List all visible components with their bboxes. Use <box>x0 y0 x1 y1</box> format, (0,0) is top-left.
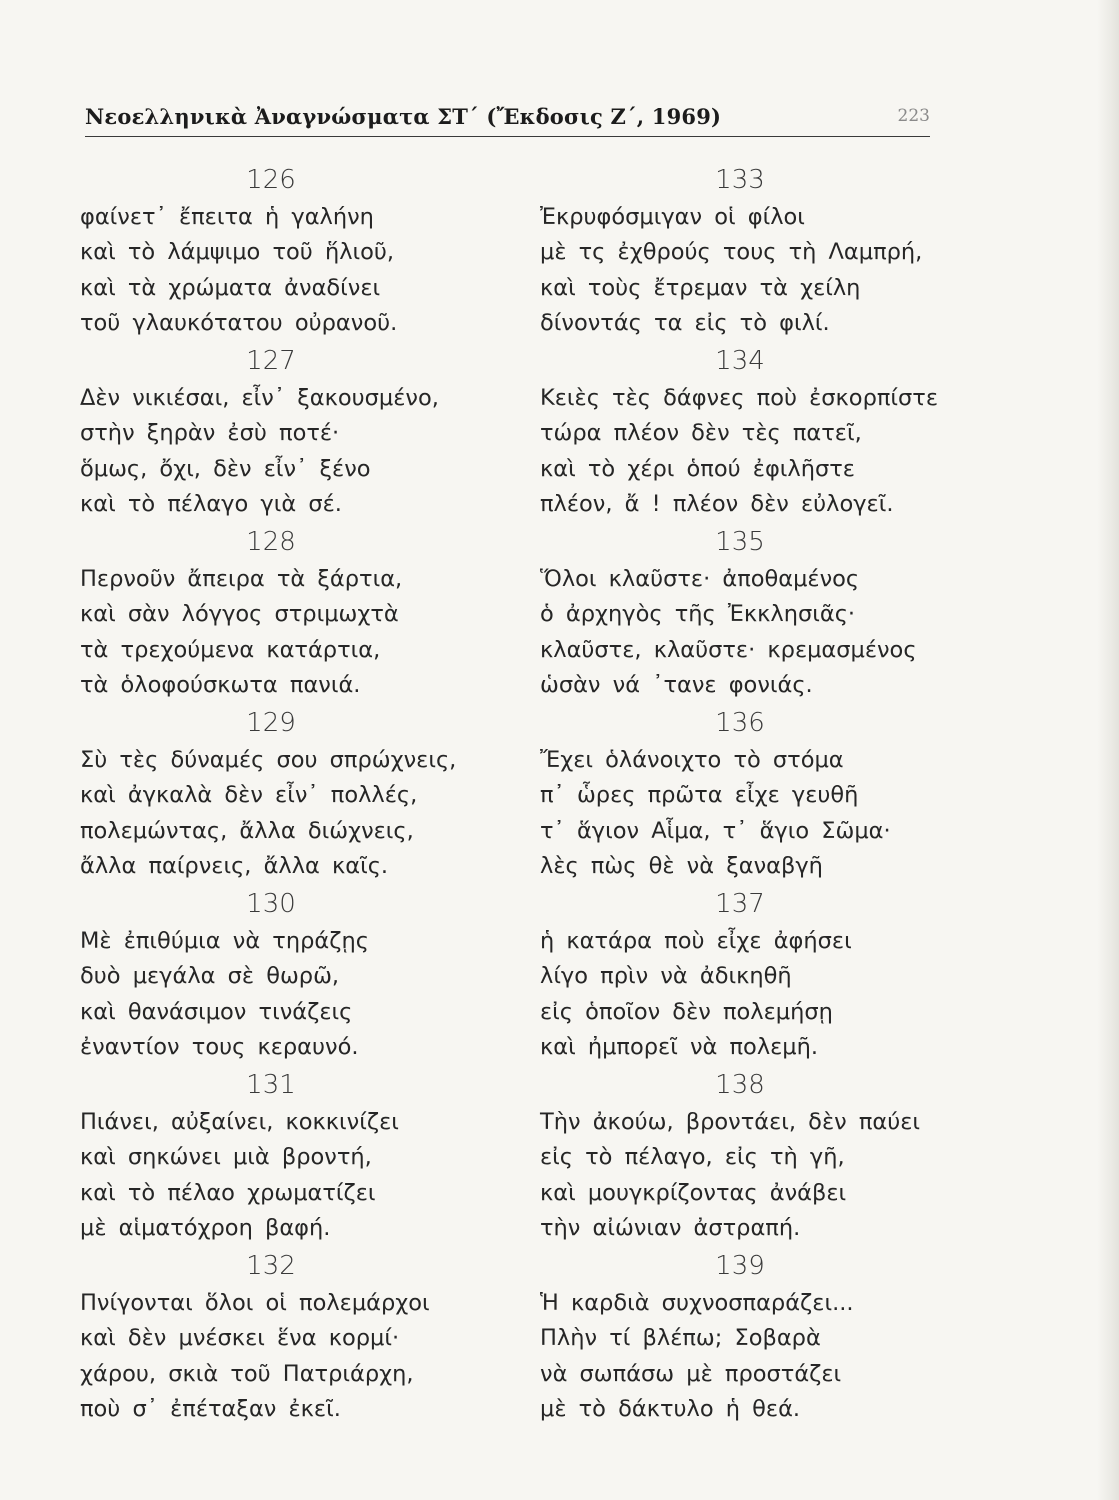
verse-line: ὁ ἀρχηγὸς τῆς Ἐκκλησιᾶς· <box>540 601 856 628</box>
stanza-number: 126 <box>246 165 296 195</box>
stanza <box>80 522 520 703</box>
verse-line: δίνοντάς τα εἰς τὸ φιλί. <box>540 309 830 336</box>
stanza <box>80 703 520 884</box>
stanza <box>80 884 520 1065</box>
verse-line: Περνοῦν ἄπειρα τὰ ξάρτια, <box>80 566 403 592</box>
verse-line: τώρα πλέον δὲν τὲς πατεῖ, <box>540 420 862 447</box>
verse-line: ἐναντίον τους κεραυνό. <box>80 1033 359 1060</box>
verse-line: καὶ θανάσιμον τινάζεις <box>80 998 353 1025</box>
verse-line: στὴν ξηρὰν ἐσὺ ποτέ· <box>80 420 340 447</box>
verse-line: φαίνετ᾿ ἔπειτα ἡ γαλήνη <box>80 204 374 230</box>
stanza-number: 136 <box>715 708 765 738</box>
stanza <box>80 341 520 522</box>
stanza-number: 130 <box>246 889 296 919</box>
stanza <box>80 1065 520 1246</box>
verse-line: τὴν αἰώνιαν ἀστραπή. <box>540 1214 801 1241</box>
stanza-number: 135 <box>715 527 765 557</box>
verse-line: καὶ δὲν μνέσκει ἕνα κορμί· <box>80 1325 400 1352</box>
verse-line: Ἔχει ὁλάνοιχτο τὸ στόμα <box>540 747 844 773</box>
verse-line: Σὺ τὲς δύναμές σου σπρώχνεις, <box>80 747 457 773</box>
stanza-number: 128 <box>246 527 296 557</box>
stanza-number: 134 <box>715 346 765 376</box>
verse-line: Πνίγονται ὅλοι οἱ πολεμάρχοι <box>80 1290 430 1316</box>
verse-line: καὶ τὸ πέλαγο γιὰ σέ. <box>80 490 342 517</box>
verse-line: καὶ τὸ λάμψιμο τοῦ ἥλιοῦ, <box>80 239 395 266</box>
verse-line: χάρου, σκιὰ τοῦ Πατριάρχη, <box>80 1360 414 1387</box>
left-column <box>80 160 520 1427</box>
verse-line: Δὲν νικιέσαι, εἶν᾿ ξακουσμένο, <box>80 385 439 411</box>
stanza-number: 127 <box>246 346 296 376</box>
verse-line: λὲς πὼς θὲ νὰ ξαναβγῆ <box>540 852 823 879</box>
stanza <box>80 1246 520 1427</box>
right-column <box>540 160 980 1427</box>
stanza <box>540 522 980 703</box>
stanza-number: 131 <box>246 1070 296 1100</box>
stanza <box>540 341 980 522</box>
verse-line: καὶ σὰν λόγγος στριμωχτὰ <box>80 601 399 628</box>
verse-line: μὲ τς ἐχθρούς τους τὴ Λαμπρή, <box>540 239 923 266</box>
verse-line: καὶ τοὺς ἔτρεμαν τὰ χείλη <box>540 274 861 301</box>
verse-line: μὲ αἱματόχροη βαφή. <box>80 1214 331 1241</box>
verse-line: μὲ τὸ δάκτυλο ἡ θεά. <box>540 1395 801 1422</box>
verse-line: Μὲ ἐπιθύμια νὰ τηράζῃς <box>80 928 369 954</box>
verse-line: καὶ ἀγκαλὰ δὲν εἶν᾿ πολλές, <box>80 782 418 809</box>
verse-line: ὅμως, ὄχι, δὲν εἶν᾿ ξένο <box>80 455 371 482</box>
verse-line: Ἐκρυφόσμιγαν οἱ φίλοι <box>540 204 805 230</box>
stanza-number: 139 <box>715 1251 765 1281</box>
running-title: Νεοελληνικὰ Ἀναγνώσματα ΣΤ΄ (Ἔκδοσις Ζ΄, 1969) <box>85 104 722 129</box>
page-edge-shadow <box>1097 0 1119 1500</box>
verse-line: καὶ τὰ χρώματα ἀναδίνει <box>80 274 381 301</box>
verse-line: Κειὲς τὲς δάφνες ποὺ ἐσκορπίστε <box>540 385 938 411</box>
verse-line: τ᾿ ἅγιον Αἷμα, τ᾿ ἅγιο Σῶμα· <box>540 817 891 844</box>
stanza-number: 133 <box>715 165 765 195</box>
verse-line: εἰς ὁποῖον δὲν πολεμήσῃ <box>540 998 833 1025</box>
verse-line: τὰ τρεχούμενα κατάρτια, <box>80 636 381 663</box>
verse-line: ὡσὰν νά ᾿τανε φονιάς. <box>540 671 813 698</box>
verse-line: καὶ ἠμπορεῖ νὰ πολεμῆ. <box>540 1033 819 1060</box>
verse-line: καὶ σηκώνει μιὰ βροντή, <box>80 1144 372 1171</box>
verse-line: τὰ ὁλοφούσκωτα πανιά. <box>80 671 361 698</box>
stanza-number: 129 <box>246 708 296 738</box>
header-rule <box>85 136 930 137</box>
verse-line: τοῦ γλαυκότατου οὐρανοῦ. <box>80 309 398 336</box>
verse-line: πλέον, ἄ ! πλέον δὲν εὐλογεῖ. <box>540 490 894 517</box>
stanza-number: 138 <box>715 1070 765 1100</box>
verse-line: εἰς τὸ πέλαγο, εἰς τὴ γῆ, <box>540 1144 845 1171</box>
stanza <box>540 703 980 884</box>
verse-line: Τὴν ἀκούω, βροντάει, δὲν παύει <box>540 1109 920 1135</box>
verse-line: Πιάνει, αὐξαίνει, κοκκινίζει <box>80 1109 399 1135</box>
verse-line: πολεμώντας, ἄλλα διώχνεις, <box>80 817 414 844</box>
verse-line: καὶ μουγκρίζοντας ἀνάβει <box>540 1179 847 1206</box>
verse-line: νὰ σωπάσω μὲ προστάζει <box>540 1360 842 1387</box>
verse-line: ἡ κατάρα ποὺ εἶχε ἀφήσει <box>540 928 852 954</box>
stanza-number: 132 <box>246 1251 296 1281</box>
verse-line: καὶ τὸ πέλαο χρωματίζει <box>80 1179 376 1206</box>
stanza <box>540 1246 980 1427</box>
verse-line: ποὺ σ᾿ ἐπέταξαν ἐκεῖ. <box>80 1395 341 1422</box>
stanza <box>540 884 980 1065</box>
stanza <box>540 1065 980 1246</box>
verse-line: Ὅλοι κλαῦστε· ἀποθαμένος <box>540 566 860 592</box>
verse-line: ἄλλα παίρνεις, ἄλλα καῖς. <box>80 852 389 879</box>
verse-line: λίγο πρὶν νὰ ἀδικηθῆ <box>540 963 792 990</box>
verse-line: Ἡ καρδιὰ συχνοσπαράζει... <box>540 1290 854 1316</box>
stanza <box>540 160 980 341</box>
verse-line: κλαῦστε, κλαῦστε· κρεμασμένος <box>540 636 917 663</box>
stanza-number: 137 <box>715 889 765 919</box>
verse-line: π᾿ ὧρες πρῶτα εἶχε γευθῆ <box>540 782 859 809</box>
page-number: 223 <box>897 106 930 126</box>
stanza <box>80 160 520 341</box>
verse-line: δυὸ μεγάλα σὲ θωρῶ, <box>80 963 340 990</box>
running-head <box>85 98 930 138</box>
verse-line: Πλὴν τί βλέπω; Σοβαρὰ <box>540 1325 821 1352</box>
verse-line: καὶ τὸ χέρι ὁπού ἐφιλῆστε <box>540 455 855 482</box>
